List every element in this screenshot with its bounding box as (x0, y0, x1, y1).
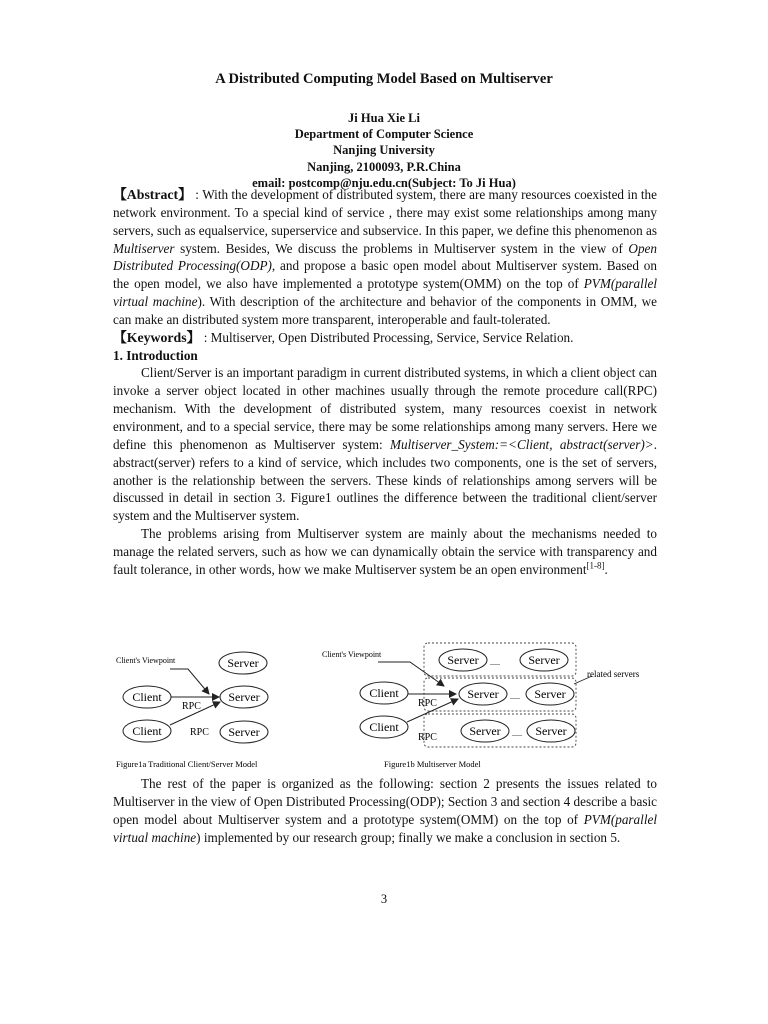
intro-paragraph-1: Client/Server is an important paradigm in current distributed systems, in which a client object can invoke a server object located in other machines usually through the remote procedure call(RPC) mechanism. With the development of distributed system, many resources coexist in network environment, and to a special service, there may be some relationships among many servers. Here we define this phenomenon as Multiserver system: Multiserver_System:=<Client, abstract(server)>. abstract(server) refers to a kind of service, which includes two components, one is the set of servers, another is the relationship between the servers. These kinds of relationships among servers will be discussed in detail in section 3. Figure1 outlines the difference between the traditional client/server system and the Multiserver system. (113, 365, 658, 524)
main-text (113, 186, 657, 579)
viewpoint-arrow-a (170, 669, 209, 694)
server-label: Server (227, 656, 259, 670)
dots: ..... (512, 729, 522, 738)
server-label: Server (534, 687, 566, 701)
clients-viewpoint-label-b: Client's Viewpoint (322, 650, 382, 659)
server-label: Server (228, 725, 260, 739)
figure-1b-caption: Figure1b Multiserver Model (384, 759, 481, 769)
rpc-label-a1: RPC (182, 701, 201, 712)
author-block (0, 110, 768, 191)
figure-1 (110, 636, 660, 772)
related-servers-label: related servers (587, 669, 640, 679)
closing-paragraph: The rest of the paper is organized as the following: section 2 presents the issues related to Multiserver in the view of Open Distributed Processing(ODP); Section 3 and section 4 describe a basic open model about Multiserver system and a prototype system(OMM) on the top of PVM(parallel virtual machine) implemented by our research group; finally we make a conclusion in section 5. (113, 776, 657, 845)
server-label: Server (528, 653, 560, 667)
server-label: Server (535, 724, 567, 738)
authors: Ji Hua Xie Li (348, 111, 420, 125)
closing-text (113, 775, 657, 846)
keywords-paragraph: 【Keywords】 : Multiserver, Open Distributed Processing, Service, Service Relation. (113, 329, 574, 345)
rpc-label-b1: RPC (418, 698, 437, 709)
server-label: Server (469, 724, 501, 738)
intro-paragraph-2: The problems arising from Multiserver system are mainly about the mechanisms needed to manage the related servers, such as how we can dynamically obtain the service with transparency and fault tolerance, in other words, how we make Multiserver system be an open environment[1-8]. (113, 526, 657, 577)
rpc-label-b2: RPC (418, 732, 437, 743)
dots: ..... (510, 692, 520, 701)
email: email: postcomp@nju.edu.cn(Subject: To Ji Hua) (252, 175, 516, 190)
university: Nanjing University (333, 143, 435, 158)
section-heading-introduction: 1. Introduction (113, 347, 198, 363)
citation: [1-8] (586, 560, 605, 571)
clients-viewpoint-label-a: Client's Viewpoint (116, 656, 176, 665)
figure-1-diagram (110, 636, 660, 772)
client-label: Client (369, 686, 399, 700)
paper-title: A Distributed Computing Model Based on Multiserver (215, 71, 553, 87)
client-label: Client (132, 690, 162, 704)
abstract-paragraph: 【Abstract】 : With the development of distributed system, there are many resources coexisted in the network environment. To a special kind of service , there may exist some relationships among many servers, such as equalservice, superservice and subservice. In this paper, we define this phenomenon as Multiserver system. Besides, We discuss the problems in Multiserver system in the view of Open Distributed Processing(ODP), and propose a basic open model about Multiserver system. Based on the open model, we also have implemented a prototype system(OMM) on the top of PVM(parallel virtual machine). With description of the architecture and behavior of the components in OMM, we can make an distributed system more transparent, interoperable and fault-tolerated. (113, 187, 658, 327)
client-label: Client (369, 720, 399, 734)
figure-1a-caption: Figure1a Traditional Client/Server Model (116, 759, 258, 769)
rpc-label-a2: RPC (190, 727, 209, 738)
keywords-label: 【Keywords】 (113, 329, 201, 345)
address: Nanjing, 2100093, P.R.China (307, 159, 461, 174)
client-label: Client (132, 724, 162, 738)
dots: ..... (490, 658, 500, 667)
server-label: Server (447, 653, 479, 667)
page-number: 3 (380, 892, 388, 906)
department: Department of Computer Science (294, 127, 474, 142)
server-label: Server (228, 690, 260, 704)
server-label: Server (467, 687, 499, 701)
abstract-label: 【Abstract】 (113, 187, 192, 202)
